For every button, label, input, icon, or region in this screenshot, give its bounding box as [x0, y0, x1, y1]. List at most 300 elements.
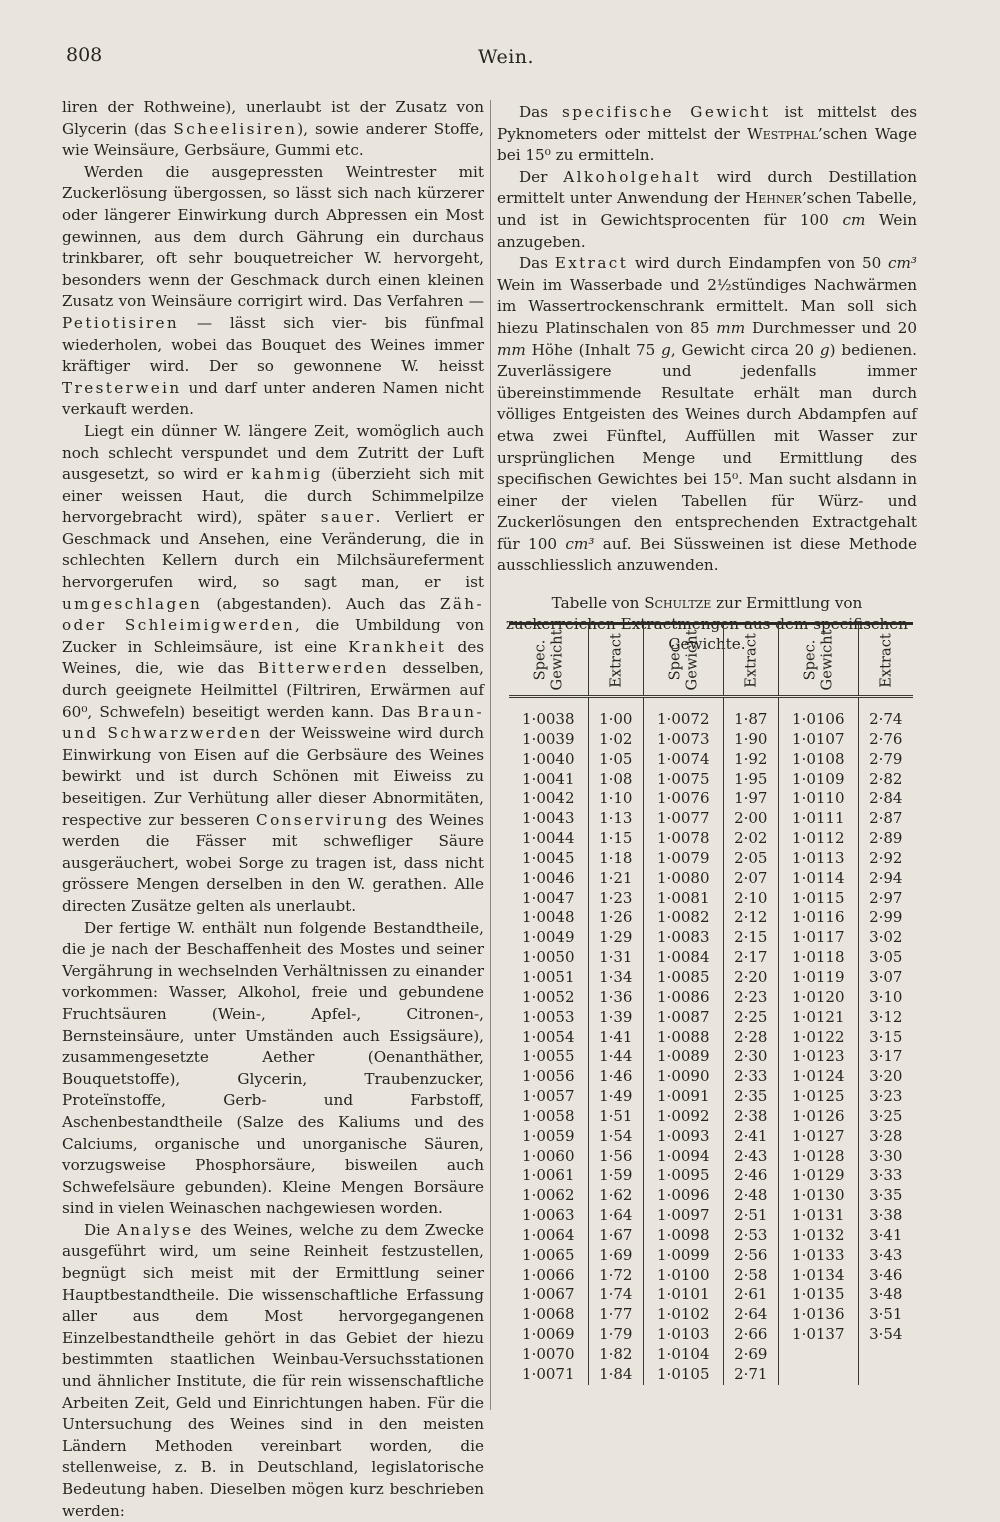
table-cell: 1·31	[588, 948, 643, 968]
text-run: Durchmesser und 20	[745, 318, 918, 337]
table-cell: 1·0044	[509, 829, 588, 849]
column-header-label: Spec. Gewicht	[531, 629, 566, 691]
table-cell: 2·12	[723, 908, 778, 928]
table-cell: 1·0123	[779, 1047, 859, 1067]
table-cell: 2·02	[723, 829, 778, 849]
column-header	[588, 625, 643, 697]
table-row	[509, 1345, 913, 1365]
table-cell: 1·0114	[779, 869, 859, 889]
table-cell: 1·10	[588, 789, 643, 809]
column-header	[858, 625, 913, 697]
table-cell: 2·15	[723, 928, 778, 948]
text-run: Alkoholgehalt	[563, 167, 701, 186]
table-cell: 1·0068	[509, 1305, 588, 1325]
column-header	[644, 625, 724, 697]
table-row	[509, 1087, 913, 1107]
table-cell: 2·89	[869, 829, 903, 848]
table-cell: 1·49	[588, 1087, 643, 1107]
table-cell: 1·0117	[779, 928, 859, 948]
table-cell: 1·95	[723, 770, 778, 790]
table-row	[509, 988, 913, 1008]
text-run: specifische Gewicht	[562, 103, 771, 121]
table-cell: 1·0092	[644, 1107, 724, 1127]
table-row	[509, 1147, 913, 1167]
paragraph	[62, 1220, 484, 1522]
table-cell: 1·62	[588, 1186, 643, 1206]
table-cell	[858, 1365, 913, 1385]
table-cell: 1·0137	[779, 1325, 859, 1345]
table-cell: 2·00	[723, 809, 778, 829]
table-cell: 1·87	[723, 697, 778, 730]
table-cell: 1·0091	[644, 1087, 724, 1107]
table-cell: 1·34	[588, 968, 643, 988]
table-row	[509, 889, 913, 909]
text-run: ) bedienen. Zuverlässigere und jedenfalls immer übereinstimmende Resultate erhält man durch völliges Entgeisten des Weines durch Abdampfen auf etwa zwei Fünftel, Auffüllen mit Wasser zur ursprünglichen Menge und Ermittlung des specifischen Gewichtes bei 15⁰. Man sucht alsdann in einer der vielen Tabellen für Würz- und Zuckerlösungen den entsprechenden Extractgehalt für 100	[497, 340, 918, 553]
table-row	[509, 730, 913, 750]
table-cell: 1·0130	[779, 1186, 859, 1206]
table-row	[509, 1047, 913, 1067]
text-run: ’schen Wage bei 15⁰ zu ermitteln.	[497, 124, 917, 165]
table-cell: 1·0080	[644, 869, 724, 889]
text-run: ist mittelst des Pyknometers oder mittelst der	[497, 103, 917, 143]
table-cell: 1·69	[588, 1246, 643, 1266]
table-cell: 1·0054	[509, 1028, 588, 1048]
table-row	[509, 829, 913, 849]
table-cell	[858, 1345, 913, 1365]
text-run: Bitterwerden	[257, 659, 389, 678]
table-cell: 1·0063	[509, 1206, 588, 1226]
text-run: Die	[84, 1220, 117, 1239]
table-row	[509, 1285, 913, 1305]
table-cell: 1·39	[588, 1008, 643, 1028]
table-cell: 2·35	[723, 1087, 778, 1107]
table-cell: 2·99	[869, 908, 903, 927]
table-cell: 1·0121	[779, 1008, 859, 1028]
table-cell: 1·0102	[644, 1305, 724, 1325]
table-cell: 3·51	[869, 1305, 903, 1324]
table-cell: 1·0124	[779, 1067, 859, 1087]
text-run: Petiotisiren	[62, 313, 180, 332]
table-row	[509, 1186, 913, 1206]
table-cell: 3·20	[869, 1067, 903, 1086]
text-run: wird durch Eindampfen von 50	[628, 254, 889, 273]
table-cell: 3·43	[869, 1245, 903, 1264]
table-cell: 1·0072	[644, 697, 724, 730]
table-cell: 1·0099	[644, 1246, 724, 1266]
text-run: der Weissweine wird durch Einwirkung von Eisen auf die Gerbsäure des Weines bewirkt und ist durch Schönen mit Eiweiss zu beseitigen. Zur Verhütung aller dieser Abnormitäten, respective zur besseren	[62, 724, 484, 829]
table-cell: 2·82	[869, 769, 903, 788]
table-row	[509, 1226, 913, 1246]
table-cell: 1·90	[723, 730, 778, 750]
table-cell: 1·0045	[509, 849, 588, 869]
table-row	[509, 908, 913, 928]
table-cell: 1·0125	[779, 1087, 859, 1107]
text-run: Das	[519, 254, 555, 273]
text-run: Werden die ausgepressten Weintrester mit Zuckerlösung übergossen, so lässt sich nach kürzerer oder längerer Einwirkung durch Abpressen ein Most gewinnen, aus dem durch Gährung ein durchaus trinkbarer, oft sehr bouquetreicher W. hervorgeht, besonders wenn der Geschmack durch einen kleinen Zusatz von Weinsäure corrigirt wird. Das Verfahren —	[62, 162, 484, 311]
table-cell: 3·15	[869, 1027, 903, 1046]
table-cell: 3·25	[869, 1106, 903, 1125]
table-cell: 1·0065	[509, 1246, 588, 1266]
text-run: Höhe (Inhalt 75	[525, 340, 662, 359]
text-run: Braun- und Schwarzwerden	[62, 702, 484, 743]
text-run: Liegt ein dünner W. längere Zeit, womöglich auch noch schlecht verspundet und dem Zutritt der Luft ausgesetzt, so wird er	[62, 421, 484, 484]
table-cell: 1·0059	[509, 1127, 588, 1147]
table-cell: 1·0085	[644, 968, 724, 988]
table-cell: 3·54	[869, 1325, 903, 1344]
table-cell: 1·0078	[644, 829, 724, 849]
table-cell: 1·79	[588, 1325, 643, 1345]
table-cell: 1·0073	[644, 730, 724, 750]
table-row	[509, 869, 913, 889]
text-run: kahmig	[251, 465, 323, 484]
table-cell: 1·97	[723, 789, 778, 809]
table-cell: 1·0111	[779, 809, 859, 829]
table-cell: 1·0050	[509, 948, 588, 968]
table-cell: 3·38	[869, 1206, 903, 1225]
table-cell: 1·0066	[509, 1266, 588, 1286]
text-run: Conservirung	[256, 810, 390, 829]
table-cell: 1·0112	[779, 829, 859, 849]
text-run: umgeschlagen	[62, 594, 203, 613]
table-cell: 2·46	[723, 1166, 778, 1186]
table-cell: 1·0077	[644, 809, 724, 829]
text-run: cm	[842, 210, 866, 229]
paragraph	[62, 421, 484, 918]
table-cell: 1·64	[588, 1206, 643, 1226]
table-cell: 2·84	[869, 789, 903, 808]
table-cell: 1·0071	[509, 1365, 588, 1385]
table-cell: 1·0056	[509, 1067, 588, 1087]
text-run: (abgestanden). Auch das	[202, 594, 440, 613]
table-row	[509, 968, 913, 988]
table-cell: 1·0103	[644, 1325, 724, 1345]
table-cell: 3·33	[869, 1166, 903, 1185]
text-run: Westphal	[747, 124, 818, 143]
table-cell: 3·30	[869, 1146, 903, 1165]
table-row	[509, 1127, 913, 1147]
table-cell: 1·0127	[779, 1127, 859, 1147]
text-run: und darf unter anderen Namen nicht verkauft werden.	[62, 378, 484, 419]
text-run: g	[661, 340, 671, 359]
table-cell: 1·0079	[644, 849, 724, 869]
table-cell: 1·0048	[509, 908, 588, 928]
text-run: Schultze	[644, 594, 712, 613]
text-run: Extract	[554, 254, 629, 273]
table-cell: 1·46	[588, 1067, 643, 1087]
table-cell: 1·0133	[779, 1246, 859, 1266]
text-run: wird durch Destillation ermittelt unter Anwendung der	[497, 167, 917, 208]
table-body	[509, 697, 913, 1385]
table-cell: 1·26	[588, 908, 643, 928]
table-cell: 1·0086	[644, 988, 724, 1008]
table-cell: 2·76	[869, 729, 903, 748]
table-cell: 1·41	[588, 1028, 643, 1048]
table-cell: 1·0098	[644, 1226, 724, 1246]
column-header-label: Extract	[742, 633, 760, 688]
text-run: ’schen Tabelle, und ist in Gewichtsprocenten für 100	[497, 189, 917, 229]
left-text-column	[62, 97, 484, 1522]
text-run: desselben, durch geeignete Heilmittel (Filtriren, Erwärmen auf 60⁰, Schwefeln) beseitigt werden kann. Das	[62, 659, 485, 721]
table-cell: 1·67	[588, 1226, 643, 1246]
table-cell: 1·0093	[644, 1127, 724, 1147]
table-cell: 1·0106	[779, 697, 859, 730]
table-cell: 3·05	[869, 948, 903, 967]
table-cell: 1·0101	[644, 1285, 724, 1305]
table-cell: 1·0135	[779, 1285, 859, 1305]
column-header	[779, 625, 859, 697]
table-row	[509, 1365, 913, 1385]
table-cell: 1·0090	[644, 1067, 724, 1087]
table-cell: 2·51	[723, 1206, 778, 1226]
text-run: Tabelle von	[551, 594, 645, 613]
table-cell: 2·17	[723, 948, 778, 968]
table-cell: 1·0094	[644, 1147, 724, 1167]
table-cell: 3·41	[869, 1225, 903, 1244]
table-cell: 3·10	[869, 987, 903, 1006]
table-cell: 1·0134	[779, 1266, 859, 1286]
table-cell: 1·18	[588, 849, 643, 869]
column-header-label: Spec. Gewicht	[801, 629, 836, 691]
table-row	[509, 697, 913, 730]
text-run: . Verliert er Geschmack und Ansehen, eine Veränderung, die in schlechten Kellern durch ein Milchsäureferment hervorgerufen wird, so sagt man, er ist	[62, 508, 484, 592]
table-cell: 1·0089	[644, 1047, 724, 1067]
table-cell: 1·0119	[779, 968, 859, 988]
table-row	[509, 1067, 913, 1087]
table-cell: 1·02	[588, 730, 643, 750]
table-cell: 1·05	[588, 750, 643, 770]
table-row	[509, 1166, 913, 1186]
table-cell: 1·29	[588, 928, 643, 948]
table-cell: 2·94	[869, 868, 903, 887]
text-run: , die Umbildung von Zucker in Schleimsäure, ist eine	[62, 616, 485, 656]
table-cell: 3·35	[869, 1186, 903, 1205]
table-cell: 1·0082	[644, 908, 724, 928]
table-cell: 1·0110	[779, 789, 859, 809]
table-row	[509, 750, 913, 770]
table-cell: 1·08	[588, 770, 643, 790]
text-run: Analyse	[116, 1220, 194, 1239]
right-text-column	[497, 102, 917, 665]
table-cell: 3·02	[869, 928, 903, 947]
table-cell: 1·0069	[509, 1325, 588, 1345]
table-cell: 1·0038	[509, 697, 588, 730]
table-cell: 1·0109	[779, 770, 859, 790]
table-cell: 2·41	[723, 1127, 778, 1147]
table-cell: 2·71	[723, 1365, 778, 1385]
table-cell: 1·92	[723, 750, 778, 770]
table-cell	[779, 1345, 859, 1365]
table-cell: 1·0120	[779, 988, 859, 1008]
table-cell: 1·54	[588, 1127, 643, 1147]
table-cell: 1·84	[588, 1365, 643, 1385]
column-header	[723, 625, 778, 697]
text-run: zur Ermittlung von zuckerreichen Extractmengen aus dem specifischen Gewichte.	[505, 594, 909, 654]
table-cell: 2·66	[723, 1325, 778, 1345]
paragraph	[62, 918, 484, 1220]
text-run: auf. Bei Süssweinen ist diese Methode ausschliesslich anzuwenden.	[497, 534, 918, 575]
table-row	[509, 1008, 913, 1028]
table-cell: 3·17	[869, 1047, 903, 1066]
text-run: Zäh- oder Schleimigwerden	[62, 594, 484, 635]
text-run: mm	[497, 340, 526, 359]
table-cell: 2·38	[723, 1107, 778, 1127]
table-cell: 1·44	[588, 1047, 643, 1067]
text-run: ), sowie anderer Stoffe, wie Weinsäure, Gerbsäure, Gummi etc.	[62, 119, 484, 160]
table-cell: 1·0088	[644, 1028, 724, 1048]
table-cell: 2·25	[723, 1008, 778, 1028]
table-cell: 2·69	[723, 1345, 778, 1365]
table-row	[509, 1028, 913, 1048]
text-run: Krankheit	[348, 637, 447, 656]
text-run: cm³	[888, 254, 918, 273]
table-cell: 2·58	[723, 1266, 778, 1286]
table-cell: 1·0052	[509, 988, 588, 1008]
table-cell: 1·0042	[509, 789, 588, 809]
table-cell: 3·07	[869, 967, 903, 986]
text-run: Hehner	[745, 189, 802, 208]
paragraph	[497, 253, 917, 577]
table-cell: 1·59	[588, 1166, 643, 1186]
table-cell: 1·0062	[509, 1186, 588, 1206]
text-run: g	[819, 340, 830, 359]
text-run: Das	[519, 103, 563, 121]
table-cell: 1·0083	[644, 928, 724, 948]
table-cell: 1·0105	[644, 1365, 724, 1385]
paragraph	[62, 97, 484, 162]
table-cell: 1·0131	[779, 1206, 859, 1226]
table-cell: 1·0097	[644, 1206, 724, 1226]
table-cell: 1·0070	[509, 1345, 588, 1365]
table-cell: 2·43	[723, 1147, 778, 1167]
right-paragraphs	[497, 102, 917, 577]
text-run: Wein anzugeben.	[497, 210, 918, 251]
table-cell: 1·0081	[644, 889, 724, 909]
table-cell: 1·0118	[779, 948, 859, 968]
column-divider	[490, 100, 491, 1410]
table-cell: 1·51	[588, 1107, 643, 1127]
table-cell: 2·05	[723, 849, 778, 869]
paragraph	[497, 102, 917, 167]
text-run: sauer	[320, 508, 376, 527]
text-run: des Weines werden die Fässer mit schwefliger Säure ausgeräuchert, wobei Sorge zu tragen ist, dass nicht grössere Mengen derselben in den W. gerathen. Alle directen Zusätze gelten als unerlaubt.	[62, 810, 484, 915]
table-cell: 1·00	[588, 697, 643, 730]
table-cell: 1·0075	[644, 770, 724, 790]
table-cell: 1·0061	[509, 1166, 588, 1186]
column-header-label: Extract	[607, 633, 625, 688]
table-cell: 2·10	[723, 889, 778, 909]
table-cell: 1·0057	[509, 1087, 588, 1107]
text-run: , Gewicht circa 20	[670, 340, 820, 359]
table-cell: 1·15	[588, 829, 643, 849]
table-cell: 1·0046	[509, 869, 588, 889]
table-cell: 1·0132	[779, 1226, 859, 1246]
table-cell: 1·0108	[779, 750, 859, 770]
table-row	[509, 948, 913, 968]
table-cell: 1·82	[588, 1345, 643, 1365]
table-cell: 1·0115	[779, 889, 859, 909]
table-cell: 2·97	[869, 888, 903, 907]
table-cell: 1·0049	[509, 928, 588, 948]
table-cell: 2·20	[723, 968, 778, 988]
text-run: mm	[716, 318, 746, 337]
table-cell: 1·0076	[644, 789, 724, 809]
table-cell: 1·21	[588, 869, 643, 889]
paragraph	[62, 162, 484, 421]
table-cell: 1·0084	[644, 948, 724, 968]
extract-table	[509, 622, 913, 1385]
table-cell: 2·30	[723, 1047, 778, 1067]
table-cell: 1·23	[588, 889, 643, 909]
table-cell: 1·0064	[509, 1226, 588, 1246]
table-cell: 2·28	[723, 1028, 778, 1048]
table-cell: 1·0095	[644, 1166, 724, 1186]
table-row	[509, 1325, 913, 1345]
table-cell: 2·33	[723, 1067, 778, 1087]
table-cell: 1·0122	[779, 1028, 859, 1048]
table-cell: 2·07	[723, 869, 778, 889]
table-row	[509, 1266, 913, 1286]
table-cell: 1·0104	[644, 1345, 724, 1365]
table-cell: 1·0047	[509, 889, 588, 909]
table-cell: 1·0043	[509, 809, 588, 829]
table-cell: 3·23	[869, 1087, 903, 1106]
table-row	[509, 1107, 913, 1127]
table-cell: 1·0074	[644, 750, 724, 770]
table-cell: 1·0126	[779, 1107, 859, 1127]
table-row	[509, 1206, 913, 1226]
table-header-row	[509, 625, 913, 697]
table-cell: 1·74	[588, 1285, 643, 1305]
table-cell: 2·79	[869, 749, 903, 768]
table-cell: 3·12	[869, 1007, 903, 1026]
table-cell: 1·0058	[509, 1107, 588, 1127]
text-run: Der	[519, 167, 564, 186]
table-cell: 1·0067	[509, 1285, 588, 1305]
table-cell: 1·0041	[509, 770, 588, 790]
table-cell: 1·0053	[509, 1008, 588, 1028]
table-cell: 3·48	[869, 1285, 903, 1304]
running-title: Wein.	[478, 46, 535, 68]
text-run: cm³	[565, 534, 595, 553]
text-run: — lässt sich vier- bis fünfmal wiederholen, wobei das Bouquet des Weines immer kräftiger wird. Der so gewonnene W. heisst	[62, 313, 484, 376]
table-cell: 1·0055	[509, 1047, 588, 1067]
table-cell: 1·0060	[509, 1147, 588, 1167]
table-cell: 2·48	[723, 1186, 778, 1206]
table-row	[509, 849, 913, 869]
table-cell: 1·72	[588, 1266, 643, 1286]
column-header	[509, 625, 588, 697]
table-cell: 1·36	[588, 988, 643, 1008]
table-cell: 1·0128	[779, 1147, 859, 1167]
table-cell: 1·0040	[509, 750, 588, 770]
table-cell: 3·46	[869, 1265, 903, 1284]
table-row	[509, 1246, 913, 1266]
table-cell: 2·74	[869, 710, 903, 728]
text-run: Tresterwein	[62, 378, 182, 397]
text-run: (überzieht sich mit einer weissen Haut, die durch Schimmelpilze hervorgebracht wird), später	[62, 465, 484, 527]
table-cell: 1·0107	[779, 730, 859, 750]
text-run: des Weines, welche zu dem Zwecke ausgeführt wird, um seine Reinheit festzustellen, begnügt sich meist mit der Ermittlung seiner Hauptbestandtheile. Die wissenschaftliche Erfassung aller aus dem Most hervorgegangenen Einzelbestandtheile gehört in das Gebiet der hiezu bestimmten staatlichen Weinbau-Versuchsstationen und ähnlicher Institute, die für rein wissenschaftliche Arbeiten Zeit, Geld und Einrichtungen haben. Für die Untersuchung des Weines sind in den meisten Ländern Methoden vereinbart worden, die stellenweise, z. B. in Deutschland, legislatorische Bedeutung haben. Dieselben mögen kurz beschrieben werden:	[62, 1220, 484, 1520]
table-cell	[779, 1365, 859, 1385]
table-cell: 1·0096	[644, 1186, 724, 1206]
table-cell: 1·77	[588, 1305, 643, 1325]
table-cell: 1·0039	[509, 730, 588, 750]
table-row	[509, 1305, 913, 1325]
text-run: des Weines, die, wie das	[62, 637, 484, 678]
page-number: 808	[66, 44, 103, 66]
table-cell: 2·61	[723, 1285, 778, 1305]
column-header-label: Spec. Gewicht	[666, 629, 701, 691]
